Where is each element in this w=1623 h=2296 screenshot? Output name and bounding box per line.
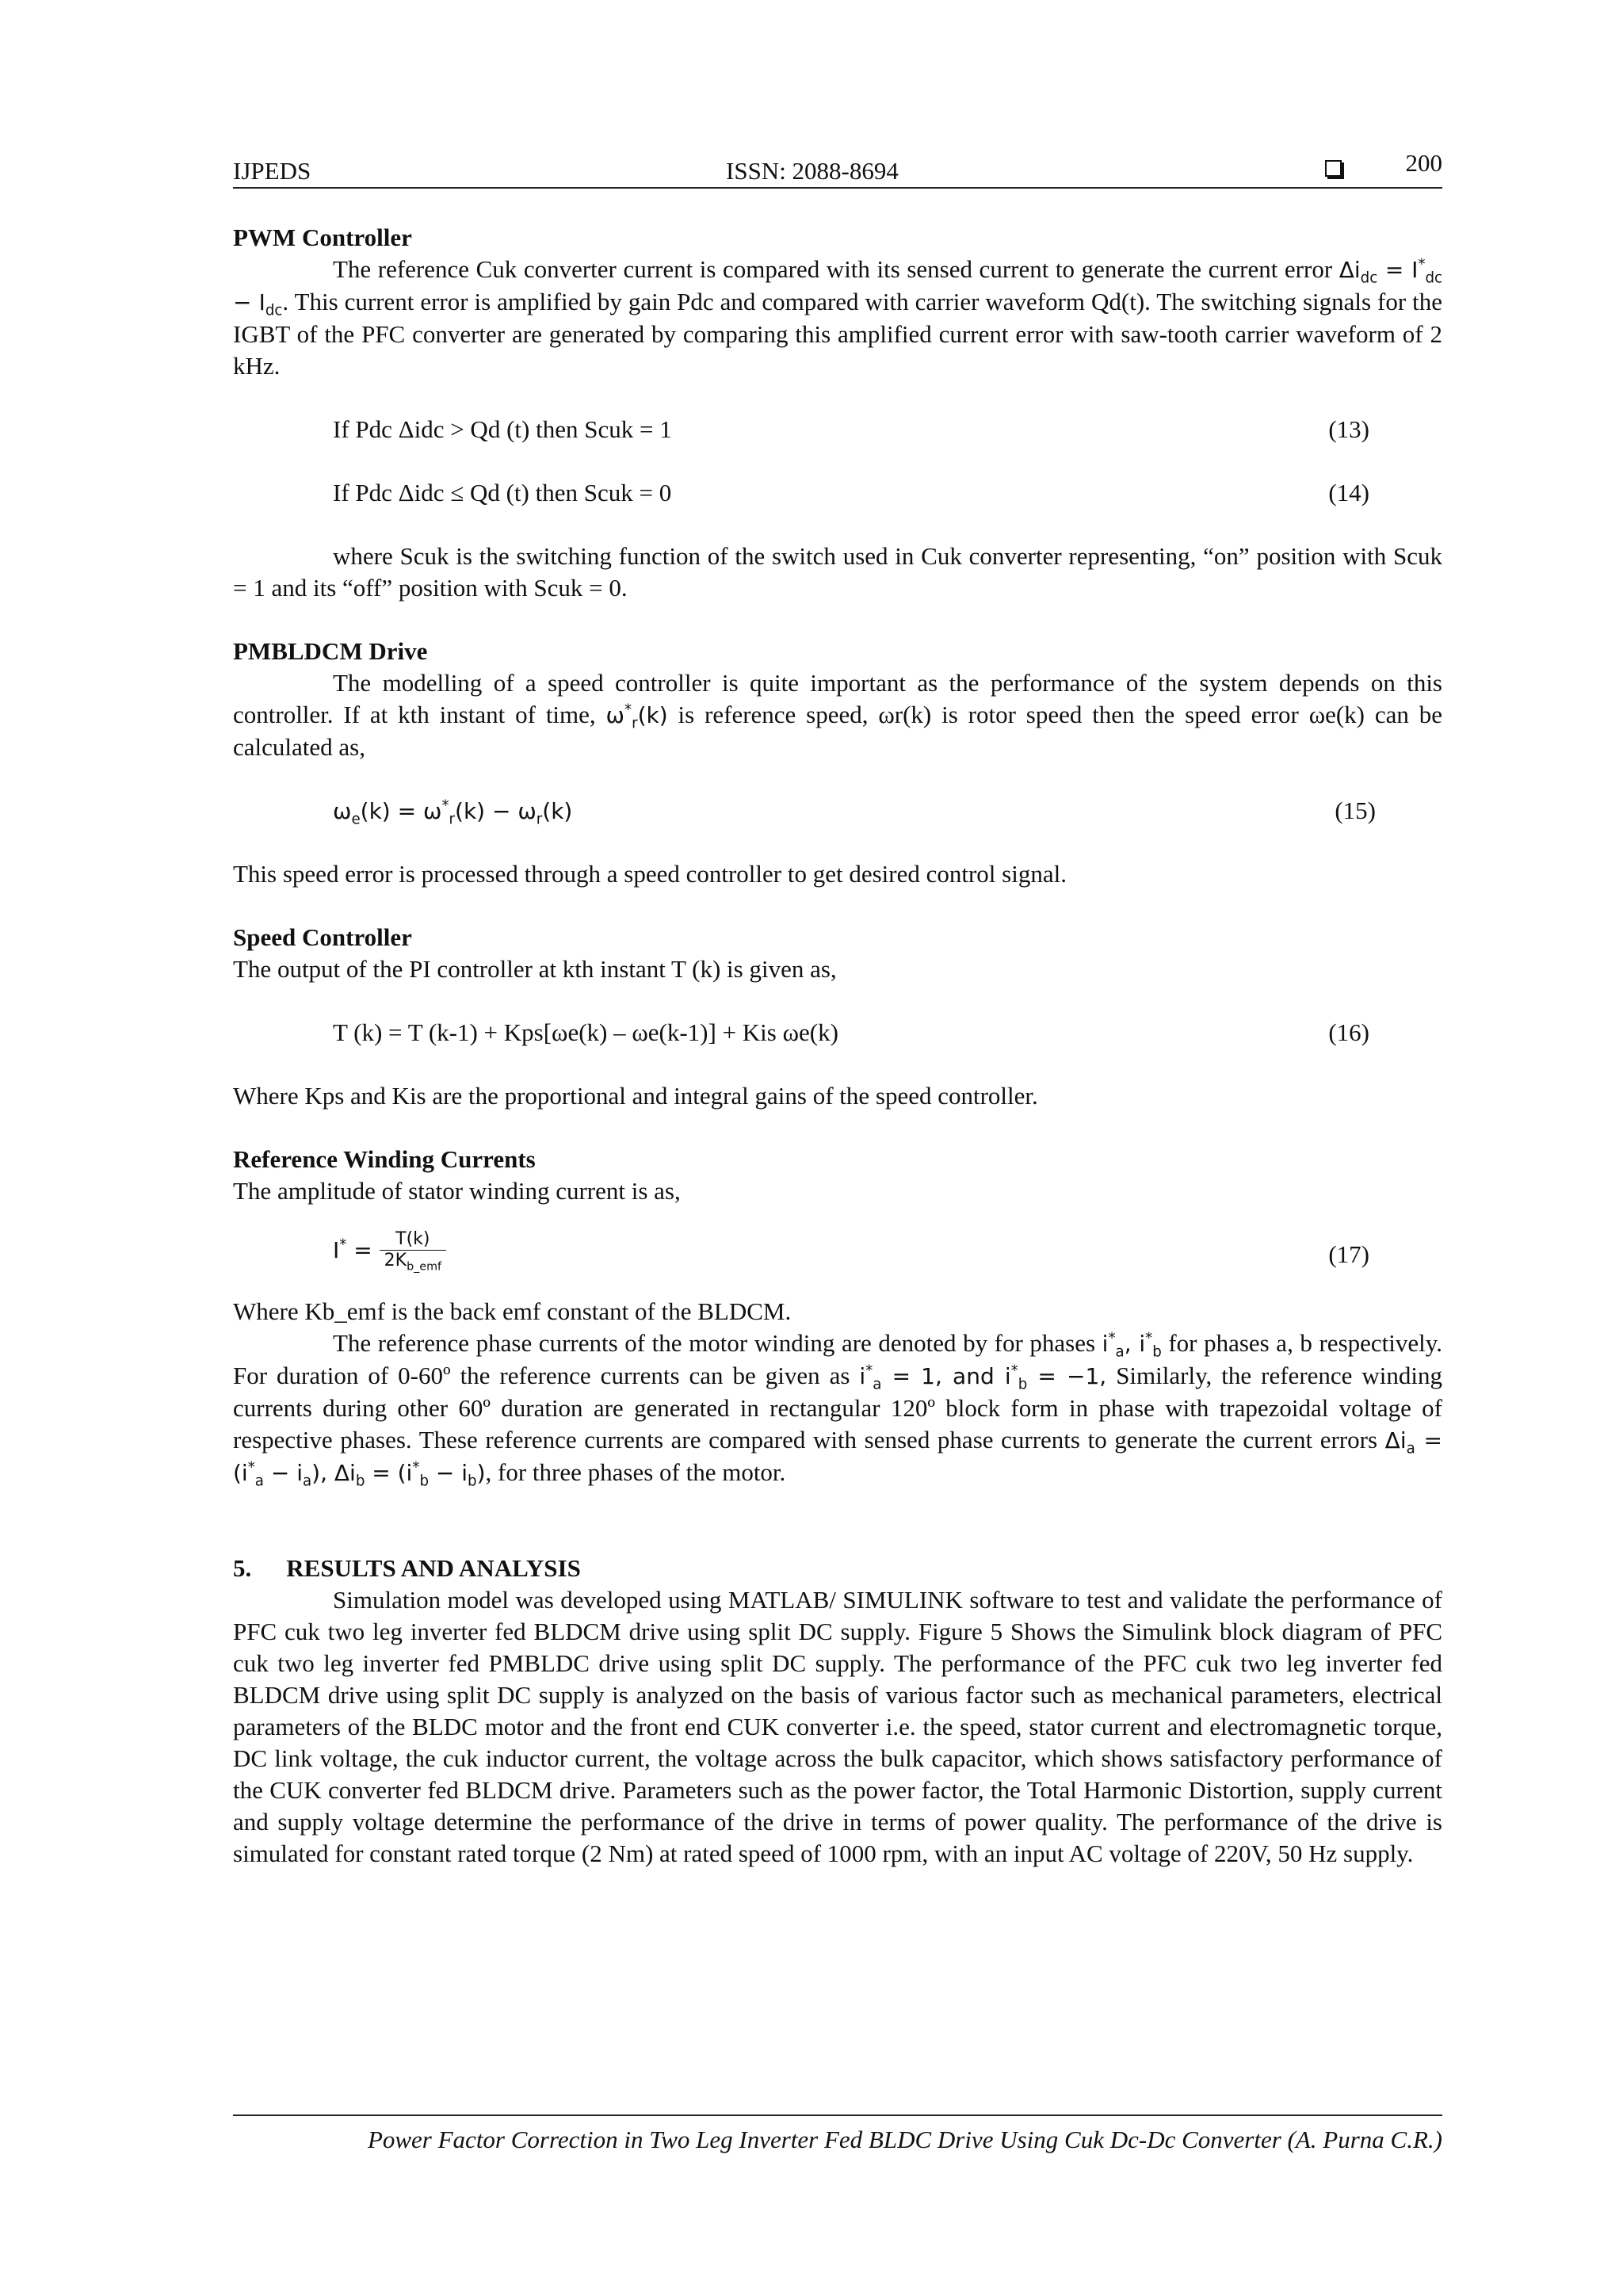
paragraph-results-1: Simulation model was developed using MATLAB/ SIMULINK software to test and validate the performance of PFC cuk two leg inverter fed BLDCM drive using split DC supply. Figure 5 Shows the Simulink block diagram of PFC cuk two leg inverter fed PMBLDC drive using split DC supply. The performance of the PFC cuk two leg inverter fed BLDCM drive using split DC supply is analyzed on the basis of various factor such as mechanical parameters, electrical parameters of the BLDC motor and the front end CUK converter i.e. the speed, stator current and electromagnetic torque, DC link voltage, the cuk inductor current, the voltage across the bulk capacitor, which shows satisfactory performance of the CUK converter fed BLDCM drive. Parameters such as the power factor, the Total Harmonic Distortion, supply current and supply voltage determine the performance of the drive in terms of power quality. The performance of the drive is simulated for constant rated torque (2 Nm) at rated speed of 1000 rpm, with an input AC voltage of 220V, 50 Hz supply. xyxy=(233,1586,1442,1867)
equation-number: (14) xyxy=(1328,479,1369,506)
heading-speed-controller: Speed Controller xyxy=(233,923,412,951)
equation-current-error: $\Delta i_{dc} = I^*_{dc} - I_{dc}$ xyxy=(233,256,1442,319)
equation-number: (15) xyxy=(1335,797,1376,824)
equation-number: (13) xyxy=(1328,415,1369,443)
equation-14: If Pdc Δidc ≤ Qd (t) then Scuk = 0 (14) xyxy=(233,477,1442,509)
equation-15: $\omega_e(k) = \omega^*_r(k) - \omega_r(k)$ (15) xyxy=(333,797,1376,828)
heading-pmbldcm-drive: PMBLDCM Drive xyxy=(233,637,428,665)
paragraph-pmbldcm-2: This speed error is processed through a speed controller to get desired control signal. xyxy=(233,860,1067,888)
paragraph-pmbldcm-1: The modelling of a speed controller is quite important as the performance of the system depends on this controller. If at kth instant of time, $\omega^*_r(k)$ is reference speed, ωr(k) is rotor speed then the speed error ωe(k) can be calculated as, xyxy=(233,669,1443,761)
paragraph-pwm-2: where Scuk is the switching function of the switch used in Cuk converter representing, “on” position with Scuk = 1 and its “off” position with Scuk = 0. xyxy=(233,542,1442,602)
equation-17: I* = $\frac{T(k)}{2K_{b\_emf}}$ (17) xyxy=(333,1229,1369,1274)
heading-reference-winding-currents: Reference Winding Currents xyxy=(233,1145,536,1173)
paragraph-speed-2: Where Kps and Kis are the proportional and integral gains of the speed controller. xyxy=(233,1082,1038,1110)
equation-16: T (k) = T (k-1) + Kps[ωe(k) – ωe(k-1)] + Kis ωe(k) (16) xyxy=(233,1017,1442,1049)
heading-pwm-controller: PWM Controller xyxy=(233,223,412,251)
paragraph-ref-2: Where Kb_emf is the back emf constant of the BLDCM. xyxy=(233,1297,792,1325)
paragraph-ref-1: The amplitude of stator winding current is as, xyxy=(233,1177,681,1205)
equation-number: (17) xyxy=(1328,1240,1369,1268)
page-header xyxy=(233,147,1442,189)
equation-number: (16) xyxy=(1328,1018,1369,1046)
main-content xyxy=(233,222,1442,1870)
page-footer: Power Factor Correction in Two Leg Inverter Fed BLDC Drive Using Cuk Dc-Dc Converter (A. Purna C.R.) xyxy=(233,2115,1442,2154)
paragraph-speed-1: The output of the PI controller at kth instant T (k) is given as, xyxy=(233,955,837,983)
section-heading-results: 5. RESULTS AND ANALYSIS xyxy=(233,1554,581,1582)
paragraph-ref-3: The reference phase currents of the motor winding are denoted by for phases $i^*_a$, $i^*_b$ for phases a, b respectively. For duration of 0-60º the reference currents can be given as $i^*_a = 1$, and $i^*_b = -1$, Similarly, the reference winding currents during other 60º duration are generated in rectangular 120º block form in phase with trapezoidal voltage of respective phases. These reference currents are compared with sensed phase currents to generate the current errors $\Delta i_a = (i^*_a - i_a)$, $\Delta i_b = (i^*_b - i_b)$, for three phases of the motor. xyxy=(233,1329,1443,1490)
equation-13: If Pdc Δidc > Qd (t) then Scuk = 1 (13) xyxy=(233,414,1442,445)
page-number: 200 xyxy=(1405,149,1442,177)
issn: ISSN: 2088-8694 xyxy=(726,157,899,185)
journal-name: IJPEDS xyxy=(233,157,311,185)
checkbox-square-icon xyxy=(1325,160,1342,177)
paragraph-pwm-1: The reference Cuk converter current is compared with its sensed current to generate the current error $\Delta i_{dc} = I^*_{dc} - I_{dc}$. This current error is amplified by gain Pdc and compared with carrier waveform Qd(t). The switching signals for the IGBT of the PFC converter are generated by comparing this amplified current error with saw-tooth carrier waveform of 2 kHz. xyxy=(233,255,1442,380)
